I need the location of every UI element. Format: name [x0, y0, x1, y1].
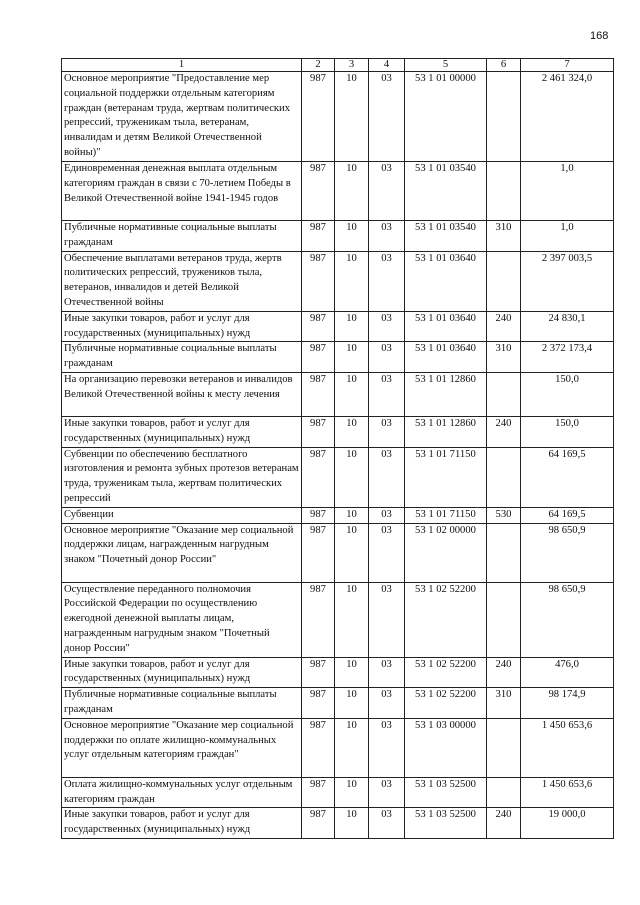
row-name-cell: Осуществление переданного полномочия Российской Федерации по осуществлению ежегодной денежной выплаты лицам, награжденным нагрудным знаком "Почетный донор России" — [62, 582, 302, 657]
row-pr-cell: 03 — [369, 416, 405, 447]
row-gr-cell: 987 — [302, 657, 335, 688]
table-row — [62, 718, 614, 777]
row-name-cell: Единовременная денежная выплата отдельным категориям граждан в связи с 70-летием Победы в Великой Отечественной войне 1941-1945 годов — [62, 162, 302, 221]
row-pr-cell: 03 — [369, 72, 405, 162]
page-number: 168 — [590, 30, 609, 42]
table-row — [62, 777, 614, 808]
row-pr-cell: 03 — [369, 657, 405, 688]
row-name-cell: Публичные нормативные социальные выплаты гражданам — [62, 221, 302, 252]
row-sum-cell: 1,0 — [521, 162, 614, 221]
row-name-cell: Публичные нормативные социальные выплаты гражданам — [62, 688, 302, 719]
row-pr-cell: 03 — [369, 777, 405, 808]
row-csr-cell: 53 1 01 03640 — [405, 251, 487, 311]
row-pr-cell: 03 — [369, 523, 405, 582]
row-name-cell: Основное мероприятие "Предоставление мер социальной поддержки отдельным категориям граждан (ветеранам труда, жертвам политических репрессий, труженикам тыла, ветеранам, инвалидам и детям Великой Отечественной войны)" — [62, 72, 302, 162]
row-gr-cell: 987 — [302, 416, 335, 447]
row-csr-cell: 53 1 01 12860 — [405, 416, 487, 447]
row-csr-cell: 53 1 02 52200 — [405, 688, 487, 719]
row-rz-cell: 10 — [335, 342, 369, 373]
row-sum-cell: 98 650,9 — [521, 523, 614, 582]
column-header: 4 — [369, 59, 405, 72]
row-gr-cell: 987 — [302, 372, 335, 416]
row-csr-cell: 53 1 03 00000 — [405, 718, 487, 777]
row-vr-cell: 240 — [487, 657, 521, 688]
row-gr-cell: 987 — [302, 507, 335, 523]
row-gr-cell: 987 — [302, 523, 335, 582]
table-row — [62, 251, 614, 311]
row-vr-cell: 240 — [487, 808, 521, 839]
table-row — [62, 372, 614, 416]
row-vr-cell — [487, 162, 521, 221]
table-row — [62, 582, 614, 657]
row-vr-cell: 240 — [487, 311, 521, 342]
row-csr-cell: 53 1 01 71150 — [405, 447, 487, 507]
row-csr-cell: 53 1 03 52500 — [405, 777, 487, 808]
table-row — [62, 507, 614, 523]
row-csr-cell: 53 1 02 52200 — [405, 582, 487, 657]
row-csr-cell: 53 1 01 03540 — [405, 162, 487, 221]
row-sum-cell: 2 372 173,4 — [521, 342, 614, 373]
row-rz-cell: 10 — [335, 523, 369, 582]
row-name-cell: Иные закупки товаров, работ и услуг для государственных (муниципальных) нужд — [62, 416, 302, 447]
row-gr-cell: 987 — [302, 808, 335, 839]
row-csr-cell: 53 1 03 52500 — [405, 808, 487, 839]
column-header: 7 — [521, 59, 614, 72]
row-pr-cell: 03 — [369, 342, 405, 373]
row-sum-cell: 98 650,9 — [521, 582, 614, 657]
table-row — [62, 416, 614, 447]
row-vr-cell — [487, 582, 521, 657]
row-pr-cell: 03 — [369, 447, 405, 507]
row-rz-cell: 10 — [335, 372, 369, 416]
row-rz-cell: 10 — [335, 162, 369, 221]
row-csr-cell: 53 1 01 03640 — [405, 342, 487, 373]
row-vr-cell: 240 — [487, 416, 521, 447]
row-sum-cell: 1 450 653,6 — [521, 718, 614, 777]
row-rz-cell: 10 — [335, 447, 369, 507]
row-vr-cell — [487, 523, 521, 582]
row-gr-cell: 987 — [302, 447, 335, 507]
row-gr-cell: 987 — [302, 777, 335, 808]
row-rz-cell: 10 — [335, 221, 369, 252]
table-row — [62, 72, 614, 162]
row-name-cell: Субвенции по обеспечению бесплатного изготовления и ремонта зубных протезов ветеранам труда, труженикам тыла, жертвам политических репрессий — [62, 447, 302, 507]
row-rz-cell: 10 — [335, 688, 369, 719]
row-vr-cell: 310 — [487, 342, 521, 373]
row-gr-cell: 987 — [302, 162, 335, 221]
row-name-cell: На организацию перевозки ветеранов и инвалидов Великой Отечественной войны к месту лечения — [62, 372, 302, 416]
row-vr-cell — [487, 777, 521, 808]
budget-table — [61, 58, 614, 839]
row-sum-cell: 1 450 653,6 — [521, 777, 614, 808]
table-row — [62, 523, 614, 582]
row-vr-cell: 310 — [487, 688, 521, 719]
row-csr-cell: 53 1 02 52200 — [405, 657, 487, 688]
row-gr-cell: 987 — [302, 718, 335, 777]
row-csr-cell: 53 1 01 03540 — [405, 221, 487, 252]
row-name-cell: Иные закупки товаров, работ и услуг для государственных (муниципальных) нужд — [62, 808, 302, 839]
row-sum-cell: 2 397 003,5 — [521, 251, 614, 311]
column-header: 3 — [335, 59, 369, 72]
row-gr-cell: 987 — [302, 311, 335, 342]
row-vr-cell — [487, 718, 521, 777]
row-name-cell: Публичные нормативные социальные выплаты гражданам — [62, 342, 302, 373]
row-sum-cell: 2 461 324,0 — [521, 72, 614, 162]
row-sum-cell: 64 169,5 — [521, 447, 614, 507]
row-gr-cell: 987 — [302, 221, 335, 252]
row-pr-cell: 03 — [369, 582, 405, 657]
header-row — [62, 59, 614, 72]
column-header: 1 — [62, 59, 302, 72]
row-sum-cell: 150,0 — [521, 416, 614, 447]
row-rz-cell: 10 — [335, 416, 369, 447]
row-csr-cell: 53 1 01 03640 — [405, 311, 487, 342]
row-sum-cell: 64 169,5 — [521, 507, 614, 523]
row-pr-cell: 03 — [369, 688, 405, 719]
row-pr-cell: 03 — [369, 718, 405, 777]
row-name-cell: Иные закупки товаров, работ и услуг для государственных (муниципальных) нужд — [62, 657, 302, 688]
row-pr-cell: 03 — [369, 808, 405, 839]
row-vr-cell: 530 — [487, 507, 521, 523]
row-rz-cell: 10 — [335, 582, 369, 657]
row-name-cell: Основное мероприятие "Оказание мер социальной поддержки по оплате жилищно-коммунальных услуг отдельным категориям граждан" — [62, 718, 302, 777]
row-rz-cell: 10 — [335, 251, 369, 311]
table-row — [62, 688, 614, 719]
table-row — [62, 311, 614, 342]
row-sum-cell: 476,0 — [521, 657, 614, 688]
row-gr-cell: 987 — [302, 251, 335, 311]
row-vr-cell: 310 — [487, 221, 521, 252]
row-csr-cell: 53 1 02 00000 — [405, 523, 487, 582]
table-row — [62, 162, 614, 221]
row-gr-cell: 987 — [302, 72, 335, 162]
row-vr-cell — [487, 251, 521, 311]
row-name-cell: Оплата жилищно-коммунальных услуг отдельным категориям граждан — [62, 777, 302, 808]
column-header: 6 — [487, 59, 521, 72]
row-name-cell: Основное мероприятие "Оказание мер социальной поддержки лицам, награжденным нагрудным знаком "Почетный донор России" — [62, 523, 302, 582]
row-sum-cell: 98 174,9 — [521, 688, 614, 719]
row-rz-cell: 10 — [335, 777, 369, 808]
row-sum-cell: 1,0 — [521, 221, 614, 252]
table-row — [62, 342, 614, 373]
row-pr-cell: 03 — [369, 162, 405, 221]
row-name-cell: Обеспечение выплатами ветеранов труда, жертв политических репрессий, тружеников тыла, ветеранов, инвалидов и детей Великой Отечественной войны — [62, 251, 302, 311]
row-rz-cell: 10 — [335, 72, 369, 162]
row-csr-cell: 53 1 01 12860 — [405, 372, 487, 416]
table-row — [62, 221, 614, 252]
row-vr-cell — [487, 72, 521, 162]
row-rz-cell: 10 — [335, 311, 369, 342]
row-csr-cell: 53 1 01 71150 — [405, 507, 487, 523]
row-pr-cell: 03 — [369, 507, 405, 523]
row-sum-cell: 150,0 — [521, 372, 614, 416]
row-vr-cell — [487, 372, 521, 416]
column-header: 2 — [302, 59, 335, 72]
table-row — [62, 808, 614, 839]
row-name-cell: Иные закупки товаров, работ и услуг для государственных (муниципальных) нужд — [62, 311, 302, 342]
row-gr-cell: 987 — [302, 688, 335, 719]
row-pr-cell: 03 — [369, 372, 405, 416]
row-pr-cell: 03 — [369, 251, 405, 311]
row-vr-cell — [487, 447, 521, 507]
row-pr-cell: 03 — [369, 221, 405, 252]
table-row — [62, 657, 614, 688]
row-sum-cell: 19 000,0 — [521, 808, 614, 839]
row-gr-cell: 987 — [302, 582, 335, 657]
row-rz-cell: 10 — [335, 718, 369, 777]
row-name-cell: Субвенции — [62, 507, 302, 523]
row-csr-cell: 53 1 01 00000 — [405, 72, 487, 162]
table-row — [62, 447, 614, 507]
row-rz-cell: 10 — [335, 808, 369, 839]
row-gr-cell: 987 — [302, 342, 335, 373]
row-rz-cell: 10 — [335, 657, 369, 688]
row-pr-cell: 03 — [369, 311, 405, 342]
row-sum-cell: 24 830,1 — [521, 311, 614, 342]
column-header: 5 — [405, 59, 487, 72]
row-rz-cell: 10 — [335, 507, 369, 523]
